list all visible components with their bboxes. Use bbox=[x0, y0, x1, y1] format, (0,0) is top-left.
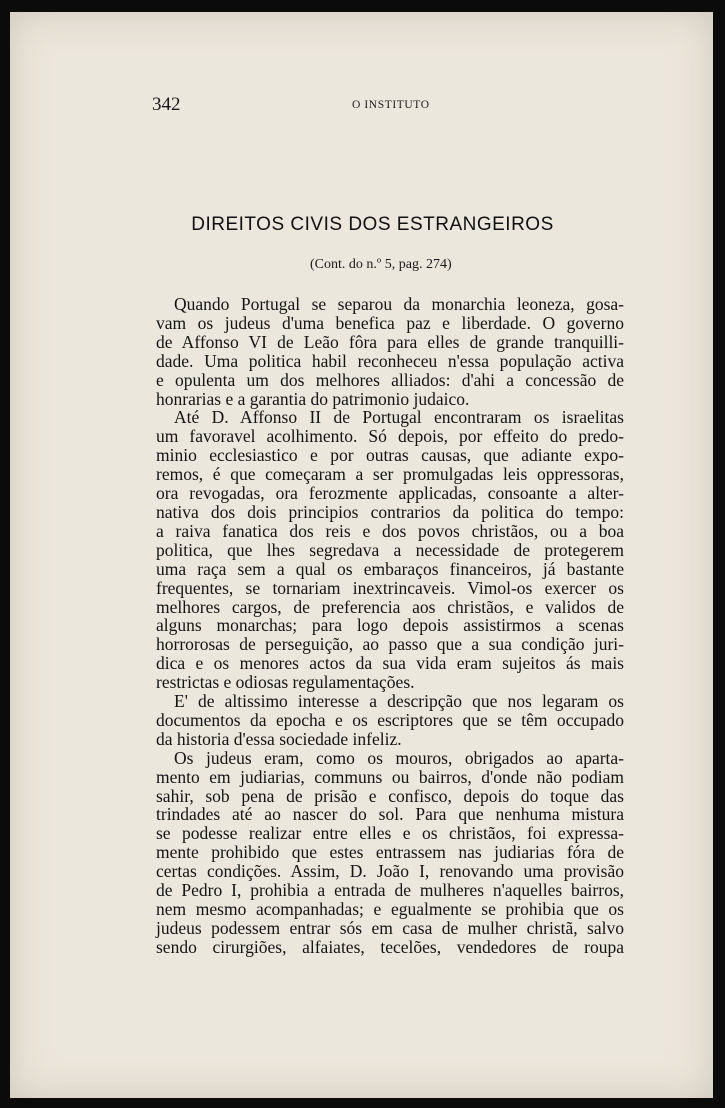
text-line: a raiva fanatica dos reis e dos povos christãos, ou a boa bbox=[156, 520, 624, 541]
article-title: DIREITOS CIVIS DOS ESTRANGEIROS bbox=[191, 214, 554, 235]
running-title: O INSTITUTO bbox=[352, 99, 430, 111]
text-line: E' de altissimo interesse a descripção que nos legaram os bbox=[174, 691, 624, 712]
text-line: nem mesmo acompanhadas; e egualmente se prohibia que os bbox=[156, 899, 624, 919]
text-line: sendo cirurgiões, alfaiates, tecelões, vendedores de roupa bbox=[156, 936, 624, 957]
text-line: sahir, sob pena de prisão e confisco, depois do toque das bbox=[156, 785, 624, 806]
text-line: horrorosas de perseguição, ao passo que a sua condição juri- bbox=[156, 634, 624, 655]
text-line: alguns monarchas; para logo depois assistirmos a scenas bbox=[156, 615, 624, 636]
text-line: da historia d'essa sociedade infeliz. bbox=[156, 728, 402, 749]
body-text bbox=[156, 295, 624, 957]
text-line: vam os judeus d'uma benefica paz e liberdade. O governo bbox=[156, 312, 624, 333]
text-line: trindades até ao nascer do sol. Para que nenhuma mistura bbox=[156, 804, 624, 825]
text-line: remos, é que começaram a ser promulgadas leis oppressoras, bbox=[156, 464, 624, 485]
text-line: frequentes, se tornariam inextrincaveis. Vimol-os exercer os bbox=[156, 577, 624, 598]
text-line: Até D. Affonso II de Portugal encontraram os israelitas bbox=[174, 407, 624, 428]
text-line: de Affonso VI de Leão fôra para elles de grande tranquilli- bbox=[156, 331, 624, 352]
page-header bbox=[10, 94, 713, 118]
text-line: Os judeus eram, como os mouros, obrigados ao aparta- bbox=[174, 747, 624, 768]
continuation-note: (Cont. do n.º 5, pag. 274) bbox=[310, 257, 452, 272]
text-line: dica e os menores actos da sua vida eram sujeitos ás mais bbox=[156, 653, 624, 674]
text-line: e opulenta um dos melhores alliados: d'ahi a concessão de bbox=[156, 369, 624, 390]
text-line: mente prohibido que estes entrassem nas judiarias fóra de bbox=[156, 842, 624, 863]
text-line: se podesse realizar entre elles e os christãos, foi expressa- bbox=[156, 823, 624, 844]
text-line: um favoravel acolhimento. Só depois, por effeito do predo- bbox=[156, 426, 624, 447]
text-line: Quando Portugal se separou da monarchia leoneza, gosa- bbox=[174, 294, 624, 314]
text-line: dade. Uma politica habil reconheceu n'essa população activa bbox=[156, 350, 624, 371]
text-line: restrictas e odiosas regulamentações. bbox=[156, 672, 415, 693]
text-line: nativa dos dois principios contrarios da politica do tempo: bbox=[156, 501, 624, 522]
text-line: ora revogadas, ora ferozmente applicadas, consoante a alter- bbox=[156, 483, 624, 504]
page-number: 342 bbox=[152, 94, 181, 115]
document-page bbox=[10, 12, 713, 1098]
text-line: documentos da epocha e os escriptores que se têm occupado bbox=[156, 709, 624, 730]
text-line: judeus podessem entrar sós em casa de mulher christã, salvo bbox=[156, 917, 624, 938]
text-line: melhores cargos, de preferencia aos christãos, e validos de bbox=[156, 596, 624, 617]
text-line: politica, que lhes segredava a necessidade de protegerem bbox=[156, 539, 624, 560]
text-line: minio ecclesiastico e por outras causas, que adiante expo- bbox=[156, 445, 624, 466]
text-line-italic-terms: mento em judiarias, communs ou bairros, d'onde não podiam bbox=[156, 766, 624, 787]
text-line: honrarias e a garantia do patrimonio judaico. bbox=[156, 388, 470, 409]
text-line: certas condições. Assim, D. João I, renovando uma provisão bbox=[156, 861, 624, 882]
text-line: uma raça sem a qual os embaraços financeiros, já bastante bbox=[156, 558, 624, 579]
text-line: de Pedro I, prohibia a entrada de mulheres n'aquelles bairros, bbox=[156, 880, 624, 901]
